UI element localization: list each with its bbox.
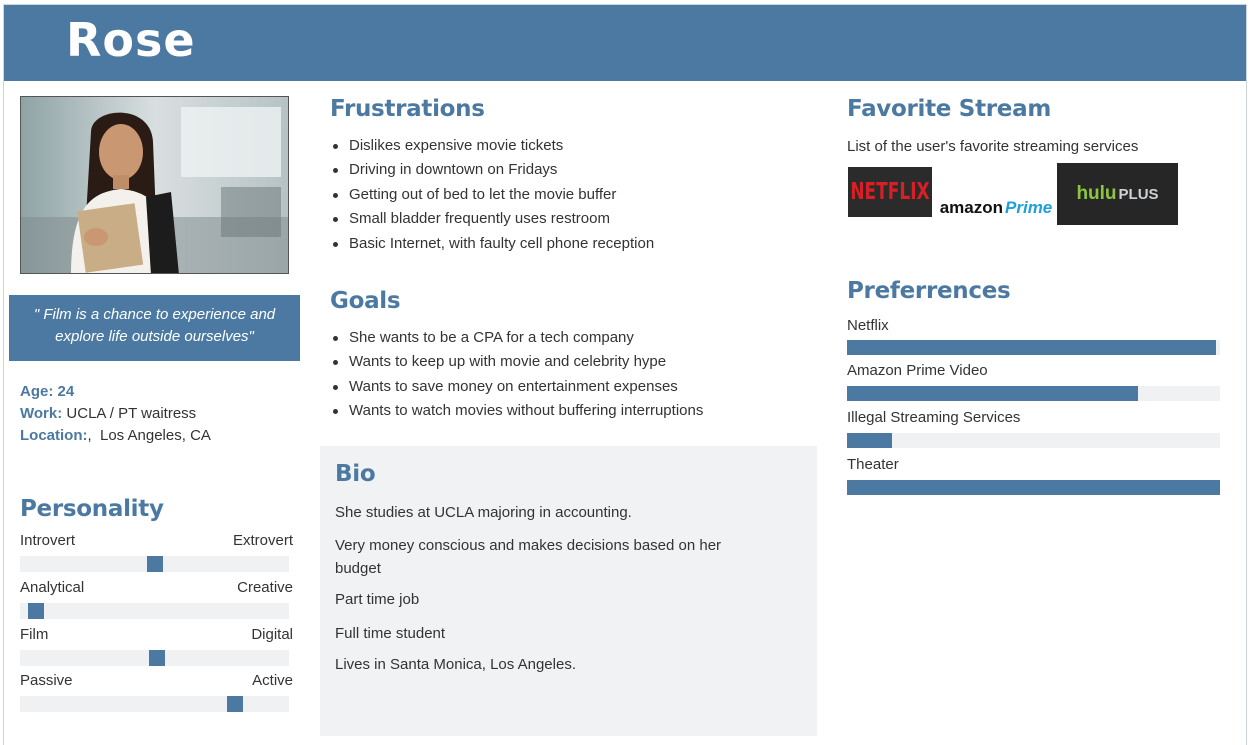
goals-title: Goals [330, 288, 401, 314]
persona-header [4, 5, 1247, 81]
list-item: Basic Internet, with faulty cell phone reception [330, 234, 654, 258]
trait-left-label: Passive [20, 672, 73, 689]
pref-bar [847, 386, 1138, 401]
trait-track [20, 556, 289, 572]
pref-label: Illegal Streaming Services [847, 409, 1021, 426]
prime-logo-text: Prime [1005, 198, 1053, 217]
bio-line: Part time job [335, 591, 420, 608]
goals-list [330, 328, 703, 426]
netflix-logo [848, 167, 932, 217]
pref-bar [847, 433, 892, 448]
bio-line: She studies at UCLA majoring in accounting. [335, 504, 632, 521]
location-row [20, 427, 211, 444]
bio-line: Full time student [335, 625, 446, 642]
work-value: UCLA / PT waitress [66, 405, 197, 422]
frustrations-title: Frustrations [330, 96, 485, 122]
trait-right-label: Creative [237, 579, 293, 596]
trait-left-label: Film [20, 626, 49, 643]
list-item: Wants to watch movies without buffering interruptions [330, 401, 703, 425]
trait-left-label: Analytical [20, 579, 85, 596]
list-item: She wants to be a CPA for a tech company [330, 328, 703, 352]
amazon-logo-text: amazon [939, 198, 1004, 217]
pref-label: Netflix [847, 317, 889, 334]
trait-track [20, 650, 289, 666]
trait-track [20, 696, 289, 712]
list-item: Small bladder frequently uses restroom [330, 209, 654, 233]
trait-right-label: Active [252, 672, 293, 689]
list-item: Wants to save money on entertainment expenses [330, 377, 703, 401]
bio-panel [320, 446, 817, 736]
frustrations-list [330, 136, 654, 258]
plus-logo-text: PLUS [1118, 185, 1159, 203]
list-item: Driving in downtown on Fridays [330, 160, 654, 184]
trait-marker[interactable] [28, 603, 44, 619]
trait-marker[interactable] [149, 650, 165, 666]
personality-title: Personality [20, 496, 164, 522]
pref-track [847, 480, 1220, 495]
list-item: Dislikes expensive movie tickets [330, 136, 654, 160]
trait-track [20, 603, 289, 619]
pref-track [847, 340, 1220, 355]
pref-label: Theater [847, 456, 899, 473]
netflix-logo-text: NETFLIX [850, 178, 930, 206]
work-label: Work: [20, 405, 63, 422]
trait-marker[interactable] [147, 556, 163, 572]
favorite-stream-description: List of the user's favorite streaming services [847, 138, 1139, 155]
pref-label: Amazon Prime Video [847, 362, 988, 379]
bio-title: Bio [335, 461, 376, 487]
trait-marker[interactable] [227, 696, 243, 712]
age-row [20, 383, 74, 400]
persona-name: Rose [66, 13, 196, 67]
pref-track [847, 433, 1220, 448]
age-label: Age: [20, 383, 54, 400]
hulu-plus-logo [1057, 163, 1178, 225]
trait-right-label: Digital [251, 626, 293, 643]
list-item: Wants to keep up with movie and celebrity hype [330, 352, 703, 376]
pref-bar [847, 480, 1220, 495]
persona-photo-image [21, 97, 289, 274]
preferences-title: Preferrences [847, 278, 1011, 304]
list-item: Getting out of bed to let the movie buffer [330, 185, 654, 209]
hulu-logo-text: hulu [1076, 183, 1117, 204]
pref-bar [847, 340, 1216, 355]
trait-right-label: Extrovert [232, 532, 293, 549]
location-label: Location: [20, 427, 88, 444]
favorite-stream-title: Favorite Stream [847, 96, 1051, 122]
amazon-prime-logo [936, 178, 1056, 218]
trait-left-label: Introvert [20, 532, 76, 549]
location-value: , Los Angeles, CA [87, 427, 211, 444]
pref-track [847, 386, 1220, 401]
persona-photo [20, 96, 289, 274]
work-row [20, 405, 196, 422]
persona-quote: " Film is a chance to experience and explore life outside ourselves" [9, 295, 300, 361]
bio-line: Lives in Santa Monica, Los Angeles. [335, 656, 576, 673]
age-value: 24 [57, 383, 75, 400]
bio-line: Very money conscious and makes decisions based on her budget [335, 537, 722, 577]
